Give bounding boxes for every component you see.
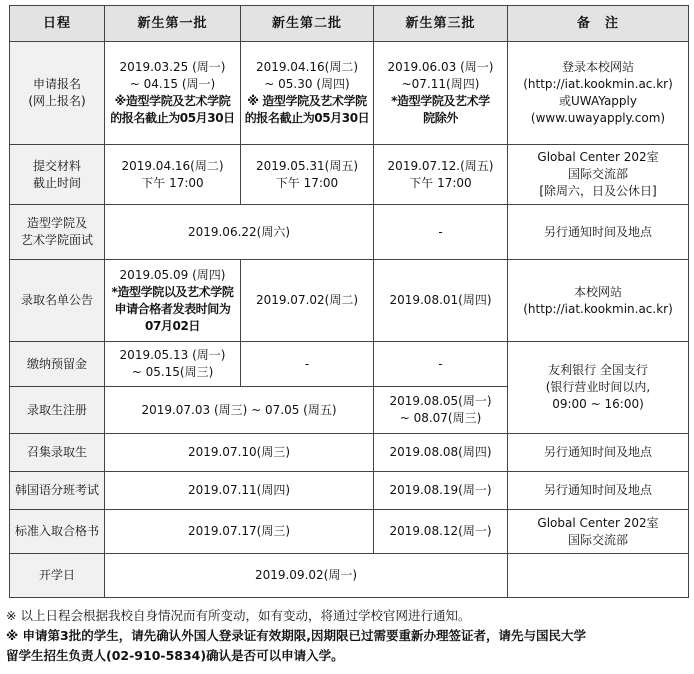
note-line: Global Center 202室 [537, 515, 659, 530]
cell-korean-b12: 2019.07.11(周四) [105, 472, 374, 510]
note-line: 申请合格者发表时间为 [114, 301, 231, 316]
label-line: 提交材料 [32, 158, 81, 173]
cell-deposit-b3: - [374, 342, 508, 387]
time-line: 下午 17:00 [409, 175, 472, 190]
date-line: 2019.03.25 (周一) [119, 60, 226, 74]
note-line: 07月02日 [145, 318, 200, 333]
cell-apply-b1 [105, 42, 241, 145]
cell-admit-b3: 2019.08.01(周四) [374, 260, 508, 342]
note-line: [除周六，日及公休日] [539, 184, 657, 198]
cell-interview-b12: 2019.06.22(周六) [105, 205, 374, 260]
note-line: 登录本校网站 [561, 60, 634, 74]
row-cert [10, 510, 689, 554]
date-line: 2019.04.16(周二) [255, 60, 359, 74]
row-call [10, 434, 689, 472]
footnote-1: ※ 以上日程会根据我校自身情况而有所变动，如有变动，将通过学校官网进行通知。 [6, 608, 471, 623]
cell-admit-note [508, 260, 689, 342]
footnotes [6, 606, 690, 666]
label-line: (网上报名) [28, 94, 86, 108]
cell-interview-b3: - [374, 205, 508, 260]
row-apply [10, 42, 689, 145]
label-line: 艺术学院面试 [20, 233, 93, 247]
note-line: ※ 造型学院及艺术学院 [247, 94, 367, 108]
row-korean [10, 472, 689, 510]
header-row [10, 6, 689, 42]
cell-deposit-b2: - [241, 342, 374, 387]
note-line: (http://iat.kookmin.ac.kr) [523, 77, 673, 91]
time-line: 下午 17:00 [275, 175, 339, 190]
row-docs [10, 145, 689, 205]
row-label-interview [10, 205, 105, 260]
header-remarks: 备 注 [508, 6, 689, 42]
row-start [10, 554, 689, 598]
note-line: (www.uwayapply.com) [530, 111, 666, 125]
note-line: 或UWAYapply [559, 94, 637, 108]
note-line: 09:00 ~ 16:00) [552, 397, 644, 411]
date-line: 2019.05.09 (周四) [119, 267, 226, 282]
note-line: 的报名截止为05月30日 [110, 111, 235, 125]
row-label-apply [10, 42, 105, 145]
header-schedule: 日程 [10, 6, 105, 42]
date-line: 2019.08.05(周一) [389, 394, 492, 408]
cell-start-note [508, 554, 689, 598]
row-interview [10, 205, 689, 260]
note-line: *造型学院及艺术学 [391, 94, 490, 108]
row-label-docs [10, 145, 105, 205]
date-line: 2019.05.13 (周一) [119, 348, 226, 362]
note-line: 院除外 [423, 111, 458, 125]
cell-cert-b3: 2019.08.12(周一) [374, 510, 508, 554]
row-label-call: 召集录取生 [10, 434, 105, 472]
cell-deposit-note [508, 342, 689, 434]
cell-call-note: 另行通知时间及地点 [508, 434, 689, 472]
cell-admit-b1 [105, 260, 241, 342]
cell-call-b12: 2019.07.10(周三) [105, 434, 374, 472]
row-label-deposit: 缴纳预留金 [10, 342, 105, 387]
cell-korean-b3: 2019.08.19(周一) [374, 472, 508, 510]
header-batch-1: 新生第一批 [105, 6, 241, 42]
cell-cert-b12: 2019.07.17(周三) [105, 510, 374, 554]
date-line: 2019.06.03 (周一) [387, 60, 494, 74]
date-line: ~ 08.07(周三) [399, 411, 482, 425]
note-line: (银行营业时间以内, [545, 380, 651, 394]
date-line: 2019.04.16(周二) [121, 158, 224, 173]
label-line: 申请报名 [32, 77, 81, 91]
cell-docs-b1 [105, 145, 241, 205]
note-line: (http://iat.kookmin.ac.kr) [523, 301, 673, 316]
note-line: ※造型学院及艺术学院 [114, 94, 231, 108]
row-admit [10, 260, 689, 342]
schedule-table [9, 5, 689, 598]
cell-korean-note: 另行通知时间及地点 [508, 472, 689, 510]
cell-apply-b3 [374, 42, 508, 145]
cell-apply-b2 [241, 42, 374, 145]
row-label-cert: 标准入取合格书 [10, 510, 105, 554]
row-label-admit: 录取名单公告 [10, 260, 105, 342]
cell-start-b123: 2019.09.02(周一) [105, 554, 508, 598]
cell-deposit-b1 [105, 342, 241, 387]
date-line: ~ 04.15 (周一) [129, 77, 216, 91]
label-line: 造型学院及 [26, 216, 87, 230]
date-line: 2019.05.31(周五) [255, 158, 359, 173]
note-line: Global Center 202室 [537, 150, 659, 164]
row-deposit [10, 342, 689, 387]
cell-register-b12: 2019.07.03 (周三) ~ 07.05 (周五) [105, 387, 374, 434]
note-line: 本校网站 [573, 284, 622, 299]
note-line: 国际交流部 [567, 532, 628, 547]
cell-docs-b3 [374, 145, 508, 205]
cell-call-b3: 2019.08.08(周四) [374, 434, 508, 472]
row-label-register: 录取生注册 [10, 387, 105, 434]
cell-interview-note: 另行通知时间及地点 [508, 205, 689, 260]
date-line: 2019.07.12.(周五) [387, 158, 494, 173]
cell-register-b3 [374, 387, 508, 434]
note-line: *造型学院以及艺术学院 [111, 284, 234, 299]
time-line: 下午 17:00 [141, 175, 204, 190]
cell-docs-b2 [241, 145, 374, 205]
date-line: ~ 05.30 (周四) [264, 77, 350, 91]
note-line: 友利银行 全国支行 [548, 363, 648, 377]
cell-cert-note [508, 510, 689, 554]
header-batch-3: 新生第三批 [374, 6, 508, 42]
header-batch-2: 新生第二批 [241, 6, 374, 42]
cell-apply-note [508, 42, 689, 145]
date-line: ~ 05.15(周三) [131, 365, 214, 379]
note-line: 国际交流部 [567, 167, 628, 181]
date-line: ~07.11(周四) [401, 77, 480, 91]
cell-admit-b2: 2019.07.02(周二) [241, 260, 374, 342]
footnote-3: 留学生招生负责人(02-910-5834)确认是否可以申请入学。 [6, 648, 344, 663]
label-line: 截止时间 [32, 175, 81, 190]
cell-docs-note [508, 145, 689, 205]
footnote-2: ※ 申请第3批的学生，请先确认外国人登录证有效期限,因期限已过需要重新办理签证者，请先与国民大学 [6, 628, 586, 643]
note-line: 的报名截止为05月30日 [244, 111, 370, 125]
row-label-korean: 韩国语分班考试 [10, 472, 105, 510]
row-label-start: 开学日 [10, 554, 105, 598]
